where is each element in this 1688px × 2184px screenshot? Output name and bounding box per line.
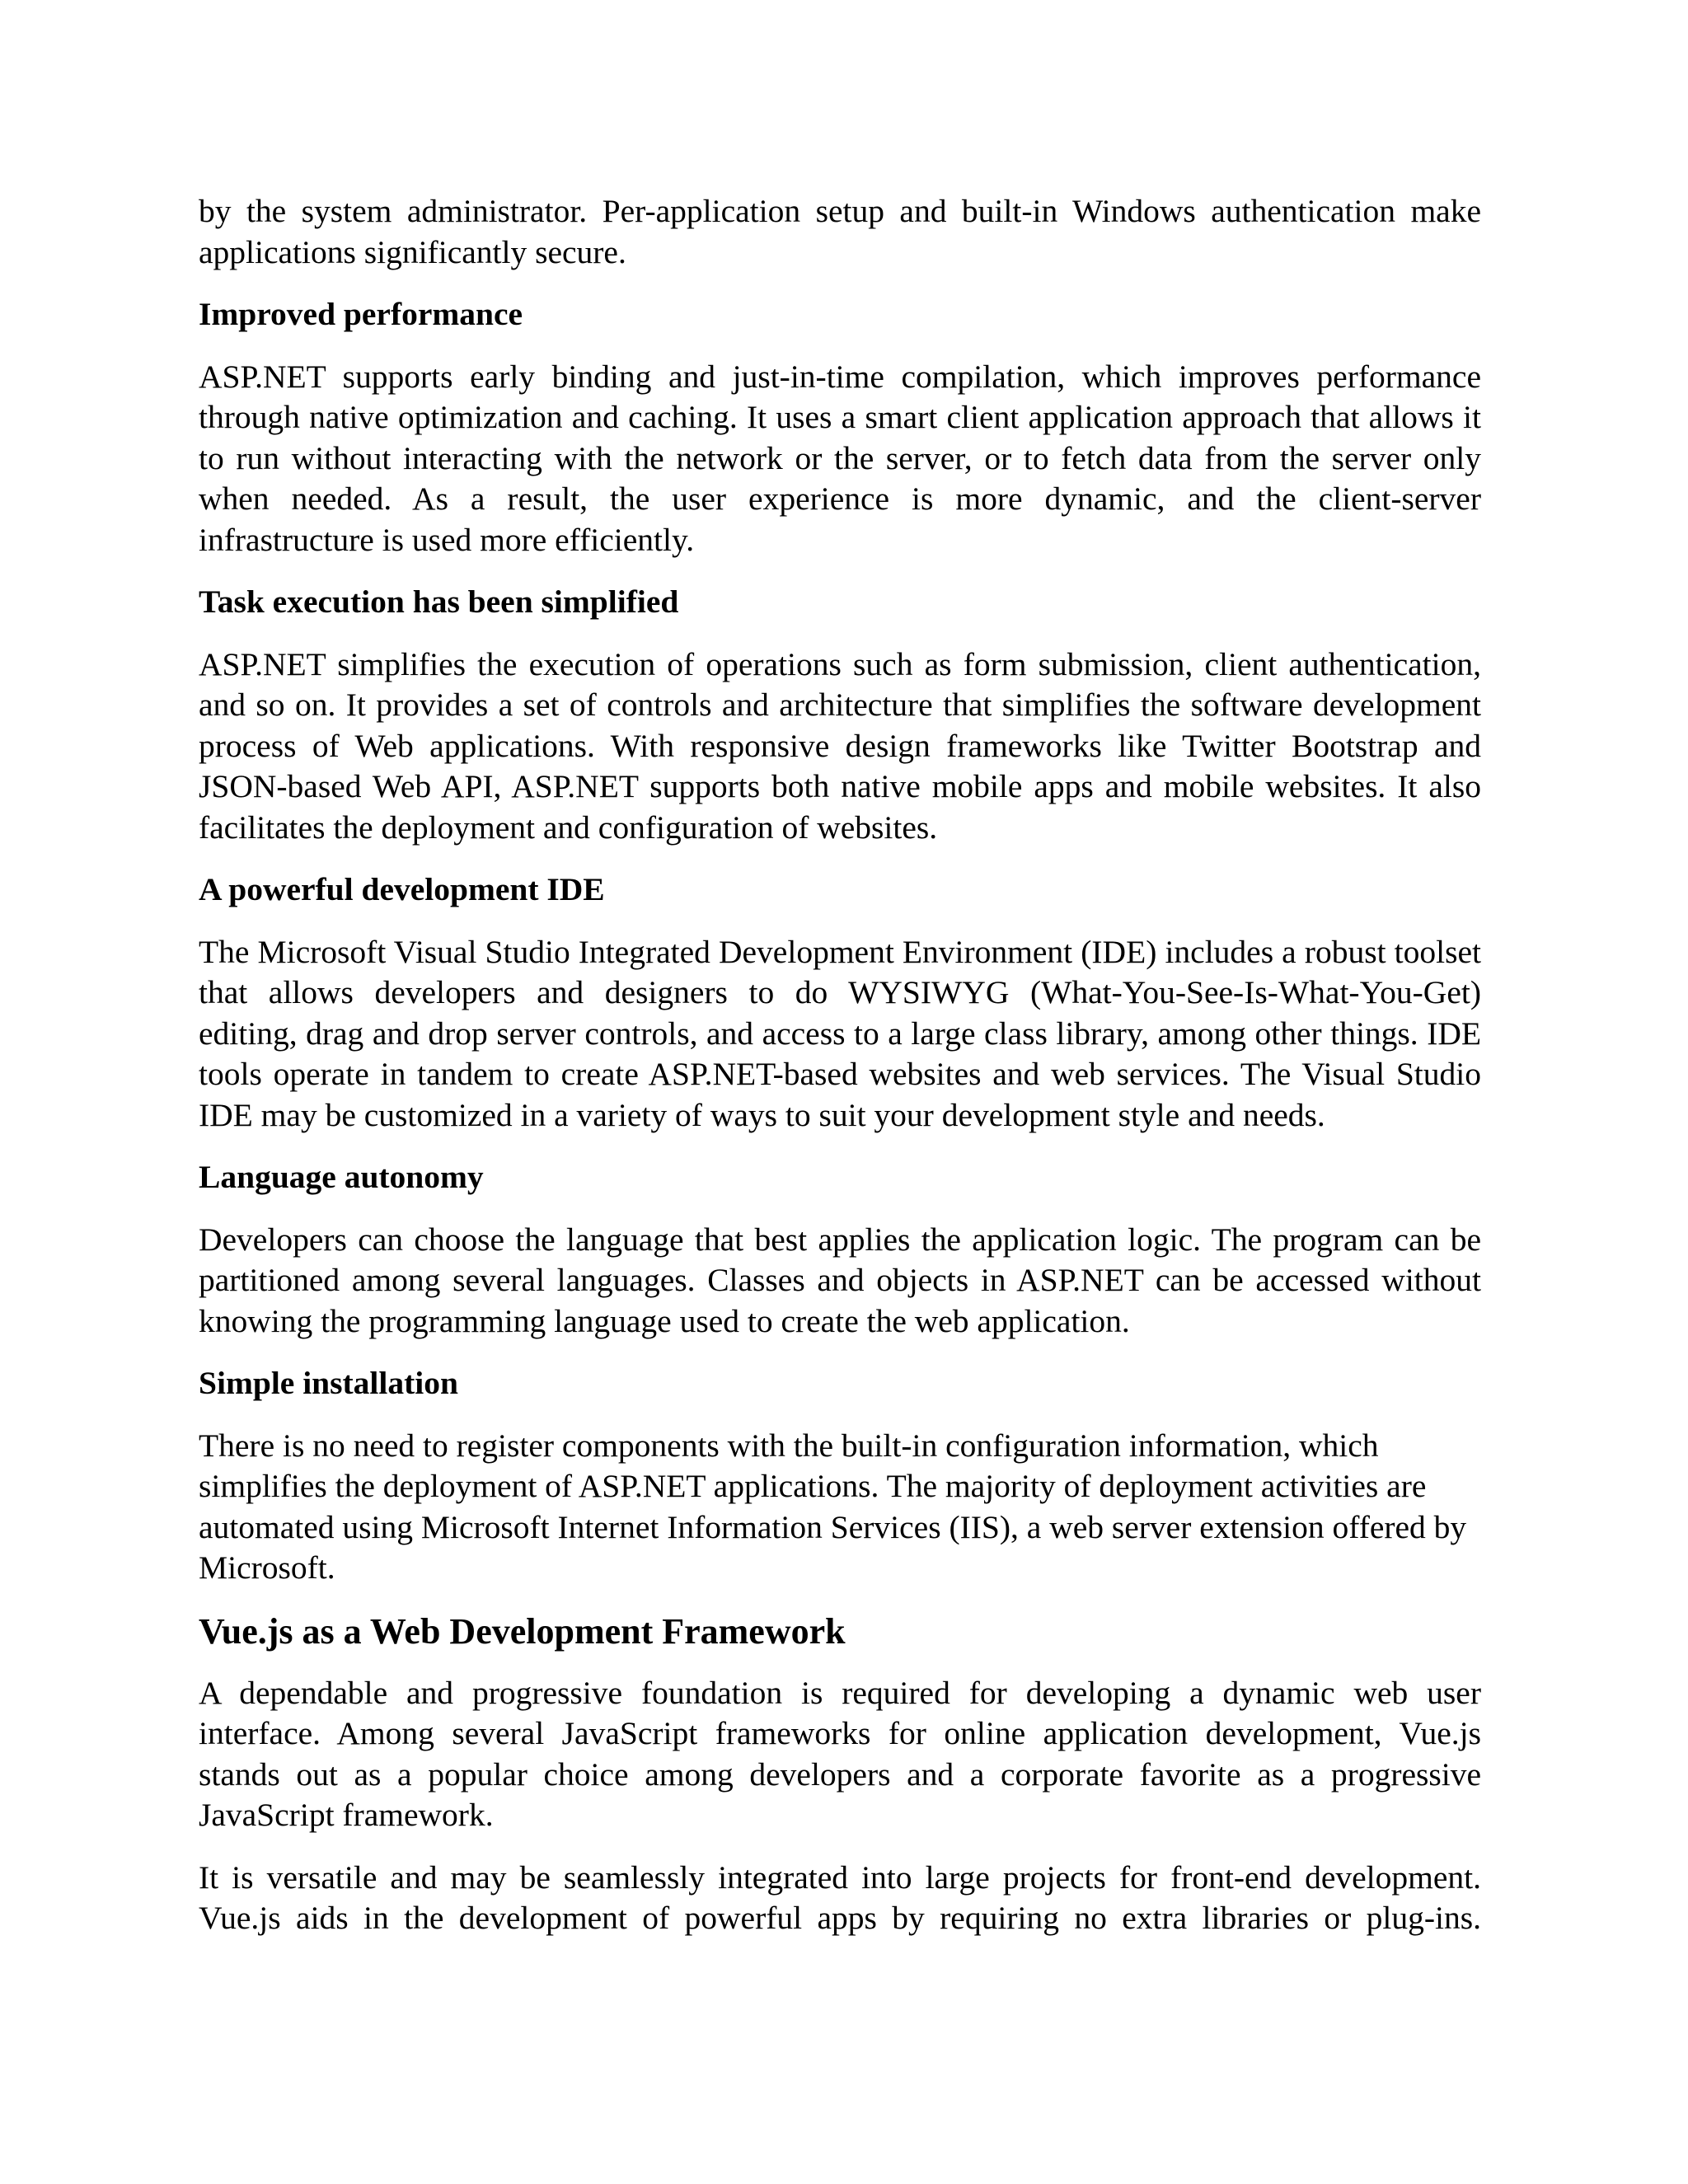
subheading-improved-performance: Improved performance bbox=[199, 296, 523, 332]
paragraph-security-intro: by the system administrator. Per-application setup and built-in Windows authentication make applications significantly secure. bbox=[199, 193, 1481, 270]
page-content bbox=[199, 191, 1481, 1961]
paragraph-vuejs-intro: A dependable and progressive foundation is required for developing a dynamic web user interface. Among several JavaScript frameworks for online application development, Vue.js stands out as a popular choice among developers and a corporate favorite as a progressive JavaScript framework. bbox=[199, 1674, 1481, 1833]
subheading-development-ide: A powerful development IDE bbox=[199, 871, 605, 907]
subheading-task-execution: Task execution has been simplified bbox=[199, 583, 679, 620]
paragraph-vuejs-versatile: It is versatile and may be seamlessly integrated into large projects for front-end development. Vue.js aids in the development of powerful apps by requiring no extra libraries or plug-ins. bbox=[199, 1858, 1481, 1936]
paragraph-development-ide: The Microsoft Visual Studio Integrated Development Environment (IDE) includes a robust toolset that allows developers and designers to do WYSIWYG (What-You-See-Is-What-You-Get) editing, drag and drop server controls, and access to a large class library, among other things. IDE tools operate in tandem to create ASP.NET-based websites and web services. The Visual Studio IDE may be customized in a variety of ways to suit your development style and needs. bbox=[199, 933, 1481, 1133]
section-heading-vuejs: Vue.js as a Web Development Framework bbox=[199, 1610, 846, 1652]
subheading-language-autonomy: Language autonomy bbox=[199, 1159, 484, 1195]
paragraph-simple-installation: There is no need to register components with the built-in configuration information, which simplifies the deployment of ASP.NET applications. The majority of deployment activities are automated using Microsoft Internet Information Services (IIS), a web server extension offered by Microsoft. bbox=[199, 1427, 1467, 1586]
subheading-simple-installation: Simple installation bbox=[199, 1365, 458, 1401]
paragraph-task-execution: ASP.NET simplifies the execution of operations such as form submission, client authentication, and so on. It provides a set of controls and architecture that simplifies the software development process of Web applications. With responsive design frameworks like Twitter Bootstrap and JSON-based Web API, ASP.NET supports both native mobile apps and mobile websites. It also facilitates the deployment and configuration of websites. bbox=[199, 645, 1481, 846]
paragraph-improved-performance: ASP.NET supports early binding and just-in-time compilation, which improves performance through native optimization and caching. It uses a smart client application approach that allows it to run without interacting with the network or the server, or to fetch data from the server only when needed. As a result, the user experience is more dynamic, and the client-server infrastructure is used more efficiently. bbox=[199, 358, 1481, 558]
paragraph-language-autonomy: Developers can choose the language that best applies the application logic. The program can be partitioned among several languages. Classes and objects in ASP.NET can be accessed without knowing the programming language used to create the web application. bbox=[199, 1221, 1481, 1339]
